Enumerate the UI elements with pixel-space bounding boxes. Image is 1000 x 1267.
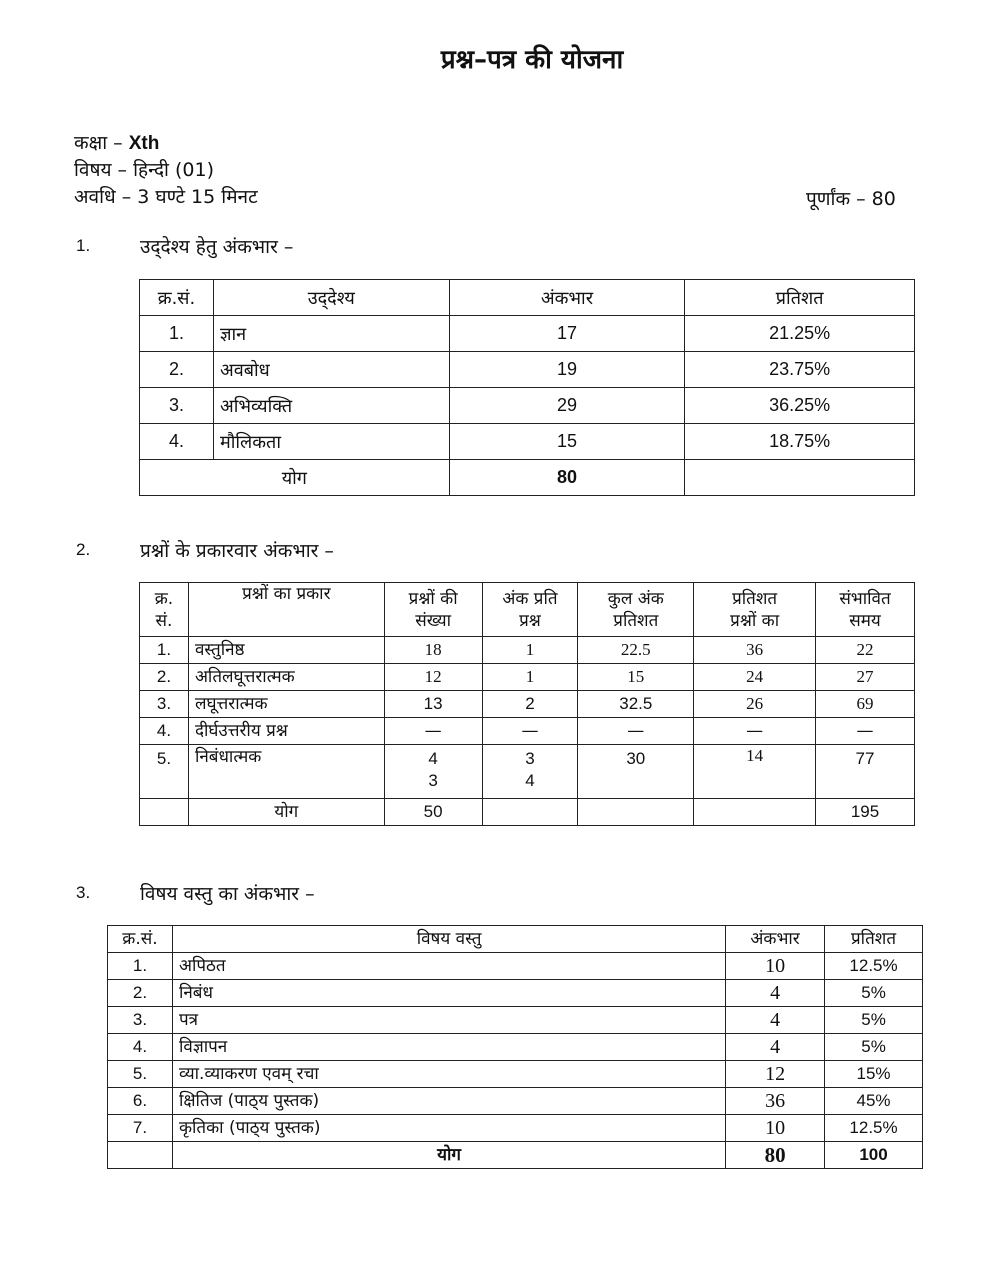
total-value: 80 xyxy=(449,460,685,496)
q-pct-cell: 36 xyxy=(694,637,816,664)
time-cell: 77 xyxy=(816,745,915,799)
percent-cell: 12.5% xyxy=(825,1115,923,1142)
sno-cell: 2. xyxy=(108,980,173,1007)
duration-line: अवधि – 3 घण्टे 15 मिनट xyxy=(74,186,258,208)
table-total-row xyxy=(140,460,915,496)
marks-cell: 4 xyxy=(726,980,825,1007)
percent-cell: 15% xyxy=(825,1061,923,1088)
type-cell: दीर्घउत्तरीय प्रश्न xyxy=(188,718,384,745)
table-row xyxy=(108,953,923,980)
type-cell: अतिलघूत्तरात्मक xyxy=(188,664,384,691)
marks-cell: 4 xyxy=(726,1034,825,1061)
marks-per-q-cell: 1 xyxy=(482,637,578,664)
total-label: योग xyxy=(172,1142,725,1169)
objective-cell: अभिव्यक्ति xyxy=(213,388,449,424)
table-row xyxy=(140,388,915,424)
header-cell: प्रतिशत xyxy=(825,926,923,953)
type-cell: निबंधात्मक xyxy=(188,745,384,799)
percent-cell: 5% xyxy=(825,1034,923,1061)
marks-cell: 10 xyxy=(726,1115,825,1142)
table-row xyxy=(140,691,915,718)
header-cell: अंकभार xyxy=(726,926,825,953)
q-pct-cell: — xyxy=(694,718,816,745)
subject-line: विषय – हिन्दी (01) xyxy=(74,159,214,181)
sno-cell: 3. xyxy=(140,388,214,424)
sno-cell: 3. xyxy=(140,691,189,718)
q-pct-cell: 14 xyxy=(694,745,816,799)
sno-cell: 1. xyxy=(140,316,214,352)
header-cell: अंक प्रति प्रश्न xyxy=(482,583,578,637)
table-row xyxy=(108,1088,923,1115)
table-row xyxy=(140,718,915,745)
table-row xyxy=(140,352,915,388)
objective-cell: मौलिकता xyxy=(213,424,449,460)
percent-cell: 5% xyxy=(825,980,923,1007)
table-total-row xyxy=(108,1142,923,1169)
marks-per-q-cell: 3 4 xyxy=(482,745,578,799)
class-line xyxy=(74,130,159,157)
objective-cell: अवबोध xyxy=(213,352,449,388)
total-pct-cell: — xyxy=(578,718,694,745)
marks-cell: 12 xyxy=(726,1061,825,1088)
header-cell: कुल अंक प्रतिशत xyxy=(578,583,694,637)
sno-cell: 4. xyxy=(140,718,189,745)
percent-cell: 5% xyxy=(825,1007,923,1034)
total-marks: 80 xyxy=(726,1142,825,1169)
content-cell: अपिठत xyxy=(172,953,725,980)
table-row xyxy=(140,664,915,691)
content-cell: निबंध xyxy=(172,980,725,1007)
objective-cell: ज्ञान xyxy=(213,316,449,352)
time-cell: 69 xyxy=(816,691,915,718)
type-cell: लघूत्तरात्मक xyxy=(188,691,384,718)
sno-cell: 4. xyxy=(140,424,214,460)
table-row xyxy=(140,637,915,664)
table-row xyxy=(108,1115,923,1142)
class-label: कक्षा – xyxy=(74,132,123,154)
content-cell: क्षितिज (पाठ्‌य पुस्तक) xyxy=(172,1088,725,1115)
header-cell: प्रश्नों की संख्या xyxy=(384,583,482,637)
percent-cell: 12.5% xyxy=(825,953,923,980)
header-cell: विषय वस्तु xyxy=(172,926,725,953)
q-pct-cell: 24 xyxy=(694,664,816,691)
header-cell: प्रश्नों का प्रकार xyxy=(188,583,384,637)
sno-cell: 2. xyxy=(140,352,214,388)
header-cell: प्रतिशत प्रश्नों का xyxy=(694,583,816,637)
section-number: 3. xyxy=(76,883,91,902)
total-label: योग xyxy=(188,799,384,826)
content-cell: व्या.व्याकरण एवम्‌ रचा xyxy=(172,1061,725,1088)
marks-cell: 19 xyxy=(449,352,685,388)
marks-cell: 17 xyxy=(449,316,685,352)
content-weightage-table xyxy=(107,925,923,1169)
section-title: विषय वस्तु का अंकभार – xyxy=(140,883,315,905)
sno-cell: 5. xyxy=(108,1061,173,1088)
header-cell: प्रतिशत xyxy=(685,280,915,316)
marks-per-q-cell: 2 xyxy=(482,691,578,718)
type-cell: वस्तुनिष्ठ xyxy=(188,637,384,664)
sno-cell: 3. xyxy=(108,1007,173,1034)
full-marks: पूर्णांक – 80 xyxy=(806,188,896,210)
table-row xyxy=(140,745,915,799)
header-cell: क्र. सं. xyxy=(140,583,189,637)
section-number: 2. xyxy=(76,540,91,559)
page-title: प्रश्न–पत्र की योजना xyxy=(440,45,624,75)
sno-cell: 2. xyxy=(140,664,189,691)
marks-per-q-cell: 1 xyxy=(482,664,578,691)
empty-cell xyxy=(108,1142,173,1169)
marks-cell: 36 xyxy=(726,1088,825,1115)
marks-cell: 15 xyxy=(449,424,685,460)
total-time: 195 xyxy=(816,799,915,826)
total-pct-cell: 22.5 xyxy=(578,637,694,664)
sno-cell: 7. xyxy=(108,1115,173,1142)
time-cell: 27 xyxy=(816,664,915,691)
sno-cell: 1. xyxy=(108,953,173,980)
table-row xyxy=(108,1034,923,1061)
section-title: प्रश्नों के प्रकारवार अंकभार – xyxy=(140,540,334,562)
sno-cell: 4. xyxy=(108,1034,173,1061)
content-cell: विज्ञापन xyxy=(172,1034,725,1061)
table-row xyxy=(140,424,915,460)
time-cell: — xyxy=(816,718,915,745)
header-cell: क्र.सं. xyxy=(108,926,173,953)
percent-cell: 18.75% xyxy=(685,424,915,460)
count-cell: — xyxy=(384,718,482,745)
content-cell: कृतिका (पाठ्‌य पुस्तक) xyxy=(172,1115,725,1142)
marks-per-q-cell: — xyxy=(482,718,578,745)
header-cell: क्र.सं. xyxy=(140,280,214,316)
total-pct-cell: 30 xyxy=(578,745,694,799)
percent-cell: 21.25% xyxy=(685,316,915,352)
content-cell: पत्र xyxy=(172,1007,725,1034)
total-pct-cell: 32.5 xyxy=(578,691,694,718)
empty-cell xyxy=(685,460,915,496)
empty-cell xyxy=(140,799,189,826)
table-row xyxy=(140,316,915,352)
table-row xyxy=(108,980,923,1007)
table-row xyxy=(108,1061,923,1088)
objective-weightage-table xyxy=(139,279,915,496)
empty-cell xyxy=(578,799,694,826)
count-cell: 18 xyxy=(384,637,482,664)
header-cell: उद्‌देश्य xyxy=(213,280,449,316)
percent-cell: 36.25% xyxy=(685,388,915,424)
q-pct-cell: 26 xyxy=(694,691,816,718)
total-percent: 100 xyxy=(825,1142,923,1169)
sno-cell: 5. xyxy=(140,745,189,799)
count-cell: 12 xyxy=(384,664,482,691)
table-total-row xyxy=(140,799,915,826)
header-cell: अंकभार xyxy=(449,280,685,316)
total-pct-cell: 15 xyxy=(578,664,694,691)
percent-cell: 45% xyxy=(825,1088,923,1115)
empty-cell xyxy=(482,799,578,826)
table-header-row xyxy=(108,926,923,953)
sno-cell: 6. xyxy=(108,1088,173,1115)
marks-cell: 4 xyxy=(726,1007,825,1034)
count-cell: 4 3 xyxy=(384,745,482,799)
table-header-row xyxy=(140,583,915,637)
section-title: उद्‌देश्य हेतु अंकभार – xyxy=(140,236,294,258)
section-number: 1. xyxy=(76,236,91,255)
total-label: योग xyxy=(140,460,450,496)
empty-cell xyxy=(694,799,816,826)
marks-cell: 29 xyxy=(449,388,685,424)
table-row xyxy=(108,1007,923,1034)
count-cell: 13 xyxy=(384,691,482,718)
marks-cell: 10 xyxy=(726,953,825,980)
header-cell: संभावित समय xyxy=(816,583,915,637)
time-cell: 22 xyxy=(816,637,915,664)
total-count: 50 xyxy=(384,799,482,826)
sno-cell: 1. xyxy=(140,637,189,664)
question-type-weightage-table xyxy=(139,582,915,826)
percent-cell: 23.75% xyxy=(685,352,915,388)
class-value: Xth xyxy=(128,133,160,154)
table-header-row xyxy=(140,280,915,316)
